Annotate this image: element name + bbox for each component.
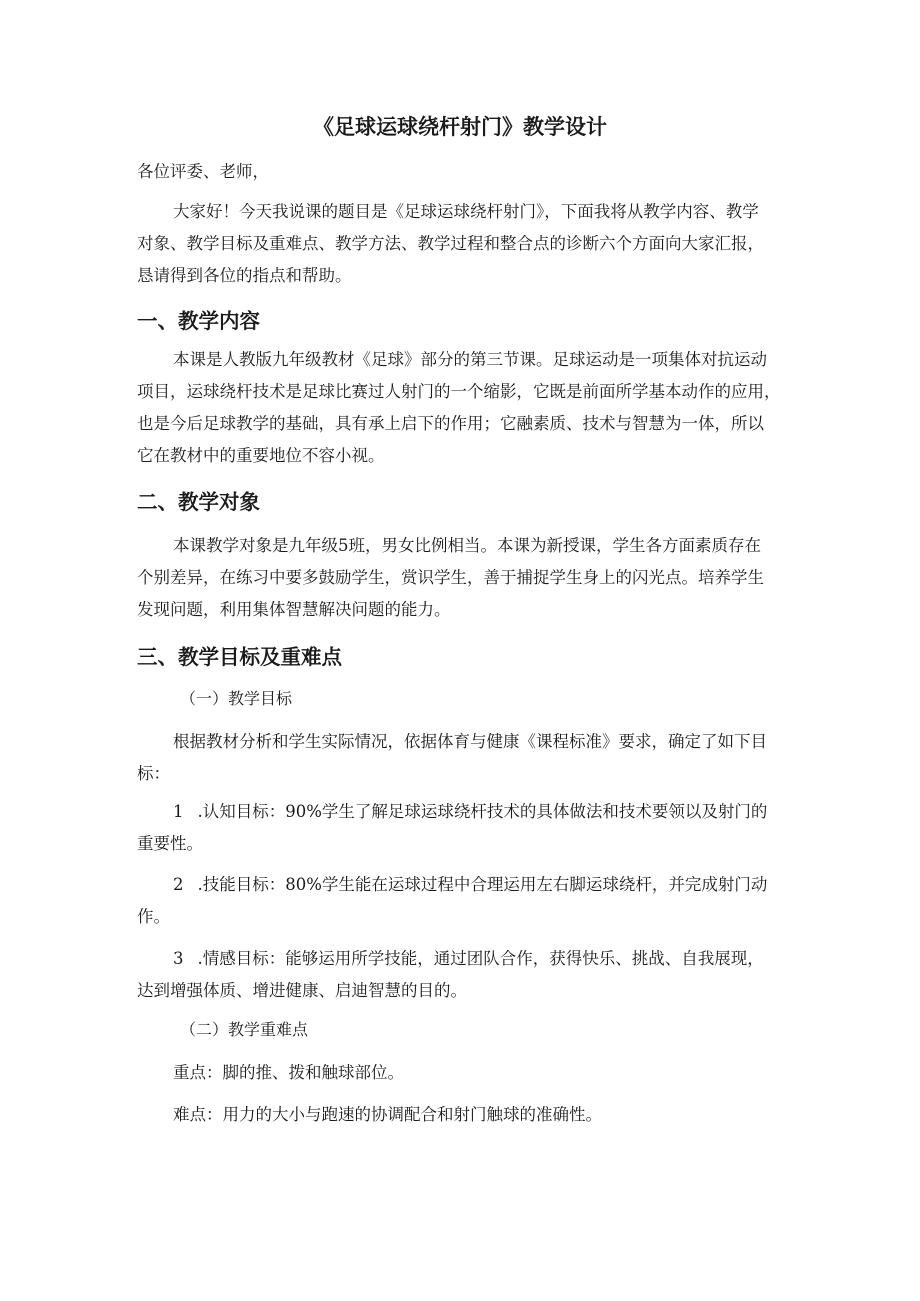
section-2-heading: 二、教学对象 — [137, 490, 260, 514]
section-2-line-3: 发现问题，利用集体智慧解决问题的能力。 — [137, 600, 451, 619]
section-1-line-1: 本课是人教版九年级教材《足球》部分的第三节课。足球运动是一项集体对抗运动 — [173, 350, 767, 369]
goal-text-3-line-1: .情感目标：能够运用所学技能，通过团队合作，获得快乐、挑战、自我展现， — [197, 949, 764, 968]
goal-number-3: 3 — [173, 949, 184, 968]
goal-number-2: 2 — [173, 875, 184, 894]
section-1-line-3: 也是今后足球教学的基础，具有承上启下的作用；它融素质、技术与智慧为一体，所以 — [137, 414, 764, 433]
goal-item-3 — [137, 943, 764, 1007]
intro-line-2: 对象、教学目标及重难点、教学方法、教学过程和整合点的诊断六个方面向大家汇报， — [137, 234, 764, 253]
intro-paragraph — [137, 196, 764, 292]
goal-text-1-line-1: .认知目标：90%学生了解足球运球绕杆技术的具体做法和技术要领以及射门的 — [197, 802, 768, 821]
section-1-paragraph — [137, 344, 781, 472]
section-2-line-2: 个别差异，在练习中要多鼓励学生，赏识学生，善于捕捉学生身上的闪光点。培养学生 — [137, 568, 764, 587]
section-2-line-1: 本课教学对象是九年级5班，男女比例相当。本课为新授课，学生各方面素质存在 — [173, 536, 761, 555]
goals-intro-line-1: 根据教材分析和学生实际情况，依据体育与健康《课程标准》要求，确定了如下目 — [173, 732, 767, 751]
section-1-heading: 一、教学内容 — [137, 309, 260, 333]
subsection-difficulties-heading: （二）教学重难点 — [180, 1020, 309, 1039]
salutation: 各位评委、老师， — [137, 162, 269, 181]
intro-line-3: 恳请得到各位的指点和帮助。 — [137, 266, 352, 285]
section-1-line-2: 项目，运球绕杆技术是足球比赛过人射门的一个缩影，它既是前面所学基本动作的应用， — [137, 382, 781, 401]
difficult-point: 难点：用力的大小与跑速的协调配合和射门触球的准确性。 — [173, 1105, 602, 1124]
document-title: 《足球运球绕杆射门》教学设计 — [313, 114, 607, 139]
intro-line-1: 大家好！今天我说课的题目是《足球运球绕杆射门》，下面我将从教学内容、教学 — [173, 202, 759, 221]
goal-number-1: 1 — [173, 802, 184, 821]
goal-item-2 — [137, 869, 767, 933]
section-1-line-4: 它在教材中的重要地位不容小视。 — [137, 446, 385, 465]
goals-intro-paragraph — [137, 726, 767, 790]
goal-item-1 — [137, 796, 767, 860]
section-3-heading: 三、教学目标及重难点 — [137, 645, 342, 669]
goal-text-3-line-2: 达到增强体质、增进健康、启迪智慧的目的。 — [137, 981, 467, 1000]
goal-text-2-line-2: 作。 — [137, 907, 170, 926]
goals-intro-line-2: 标： — [137, 764, 170, 783]
goal-text-2-line-1: .技能目标：80%学生能在运球过程中合理运用左右脚运球绕杆，并完成射门动 — [197, 875, 768, 894]
goal-text-1-line-2: 重要性。 — [137, 834, 203, 853]
subsection-goals-heading: （一）教学目标 — [180, 689, 293, 708]
section-2-paragraph — [137, 530, 764, 626]
key-point: 重点：脚的推、拨和触球部位。 — [173, 1063, 404, 1082]
